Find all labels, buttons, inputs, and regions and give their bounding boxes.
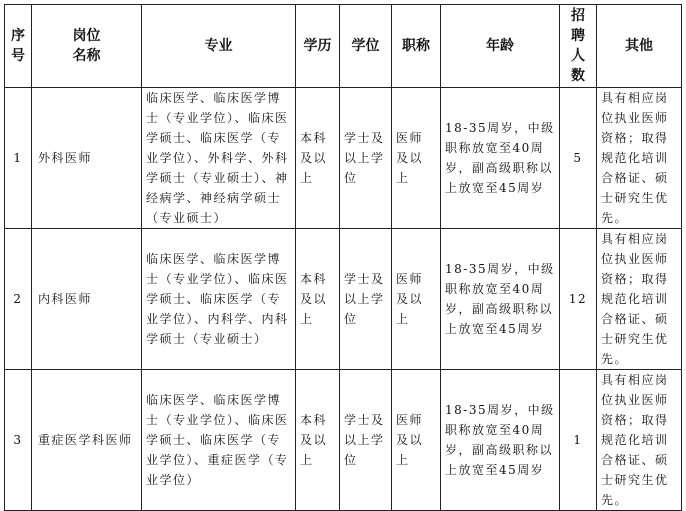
cell-no: 3	[5, 370, 32, 511]
cell-title: 医师及以上	[392, 370, 441, 511]
table-row	[5, 229, 682, 370]
header-count	[560, 5, 597, 88]
cell-count: 1	[560, 370, 597, 511]
cell-education: 本科及以上	[296, 370, 340, 511]
cell-education: 本科及以上	[296, 229, 340, 370]
header-position-line2: 名称	[72, 48, 101, 64]
cell-age: 18-35周岁，中级职称放宽至40周岁，副高级职称以上放宽至45周岁	[441, 88, 560, 229]
cell-major: 临床医学、临床医学博士（专业学位）、临床医学硕士、临床医学（专业学位）、重症医学（专业学位）	[142, 370, 296, 511]
cell-other: 具有相应岗位执业医师资格；取得规范化培训合格证、硕士研究生优先。	[597, 88, 682, 229]
header-row	[5, 5, 682, 88]
header-education: 学历	[296, 5, 340, 88]
cell-position: 外科医师	[32, 88, 142, 229]
header-no	[5, 5, 32, 88]
cell-other: 具有相应岗位执业医师资格；取得规范化培训合格证、硕士研究生优先。	[597, 370, 682, 511]
cell-count: 12	[560, 229, 597, 370]
header-no-line2: 号	[11, 48, 25, 64]
header-no-line1: 序	[11, 28, 25, 44]
header-count-line1: 招	[571, 8, 585, 24]
cell-degree: 学士及以上学位	[340, 88, 392, 229]
header-age: 年龄	[441, 5, 560, 88]
header-title: 职称	[392, 5, 441, 88]
cell-degree: 学士及以上学位	[340, 370, 392, 511]
recruitment-table	[4, 4, 682, 511]
table-row	[5, 88, 682, 229]
cell-major: 临床医学、临床医学博士（专业学位）、临床医学硕士、临床医学（专业学位）、内科学、内科学硕士（专业硕士）	[142, 229, 296, 370]
header-degree: 学位	[340, 5, 392, 88]
cell-age: 18-35周岁，中级职称放宽至40周岁，副高级职称以上放宽至45周岁	[441, 370, 560, 511]
cell-title: 医师及以上	[392, 229, 441, 370]
cell-no: 2	[5, 229, 32, 370]
header-position-line1: 岗位	[72, 28, 101, 44]
header-count-line3: 人	[571, 48, 585, 64]
cell-title: 医师及以上	[392, 88, 441, 229]
header-other: 其他	[597, 5, 682, 88]
cell-other: 具有相应岗位执业医师资格；取得规范化培训合格证、硕士研究生优先。	[597, 229, 682, 370]
table-row	[5, 370, 682, 511]
cell-education: 本科及以上	[296, 88, 340, 229]
cell-degree: 学士及以上学位	[340, 229, 392, 370]
cell-age: 18-35周岁，中级职称放宽至40周岁，副高级职称以上放宽至45周岁	[441, 229, 560, 370]
header-count-line2: 聘	[571, 28, 585, 44]
cell-major: 临床医学、临床医学博士（专业学位）、临床医学硕士、临床医学（专业学位）、外科学、外科学硕士（专业硕士）、神经病学、神经病学硕士（专业硕士）	[142, 88, 296, 229]
header-count-line4: 数	[571, 68, 585, 84]
cell-no: 1	[5, 88, 32, 229]
cell-position: 重症医学科医师	[32, 370, 142, 511]
cell-count: 5	[560, 88, 597, 229]
header-major: 专业	[142, 5, 296, 88]
cell-position: 内科医师	[32, 229, 142, 370]
header-position	[32, 5, 142, 88]
